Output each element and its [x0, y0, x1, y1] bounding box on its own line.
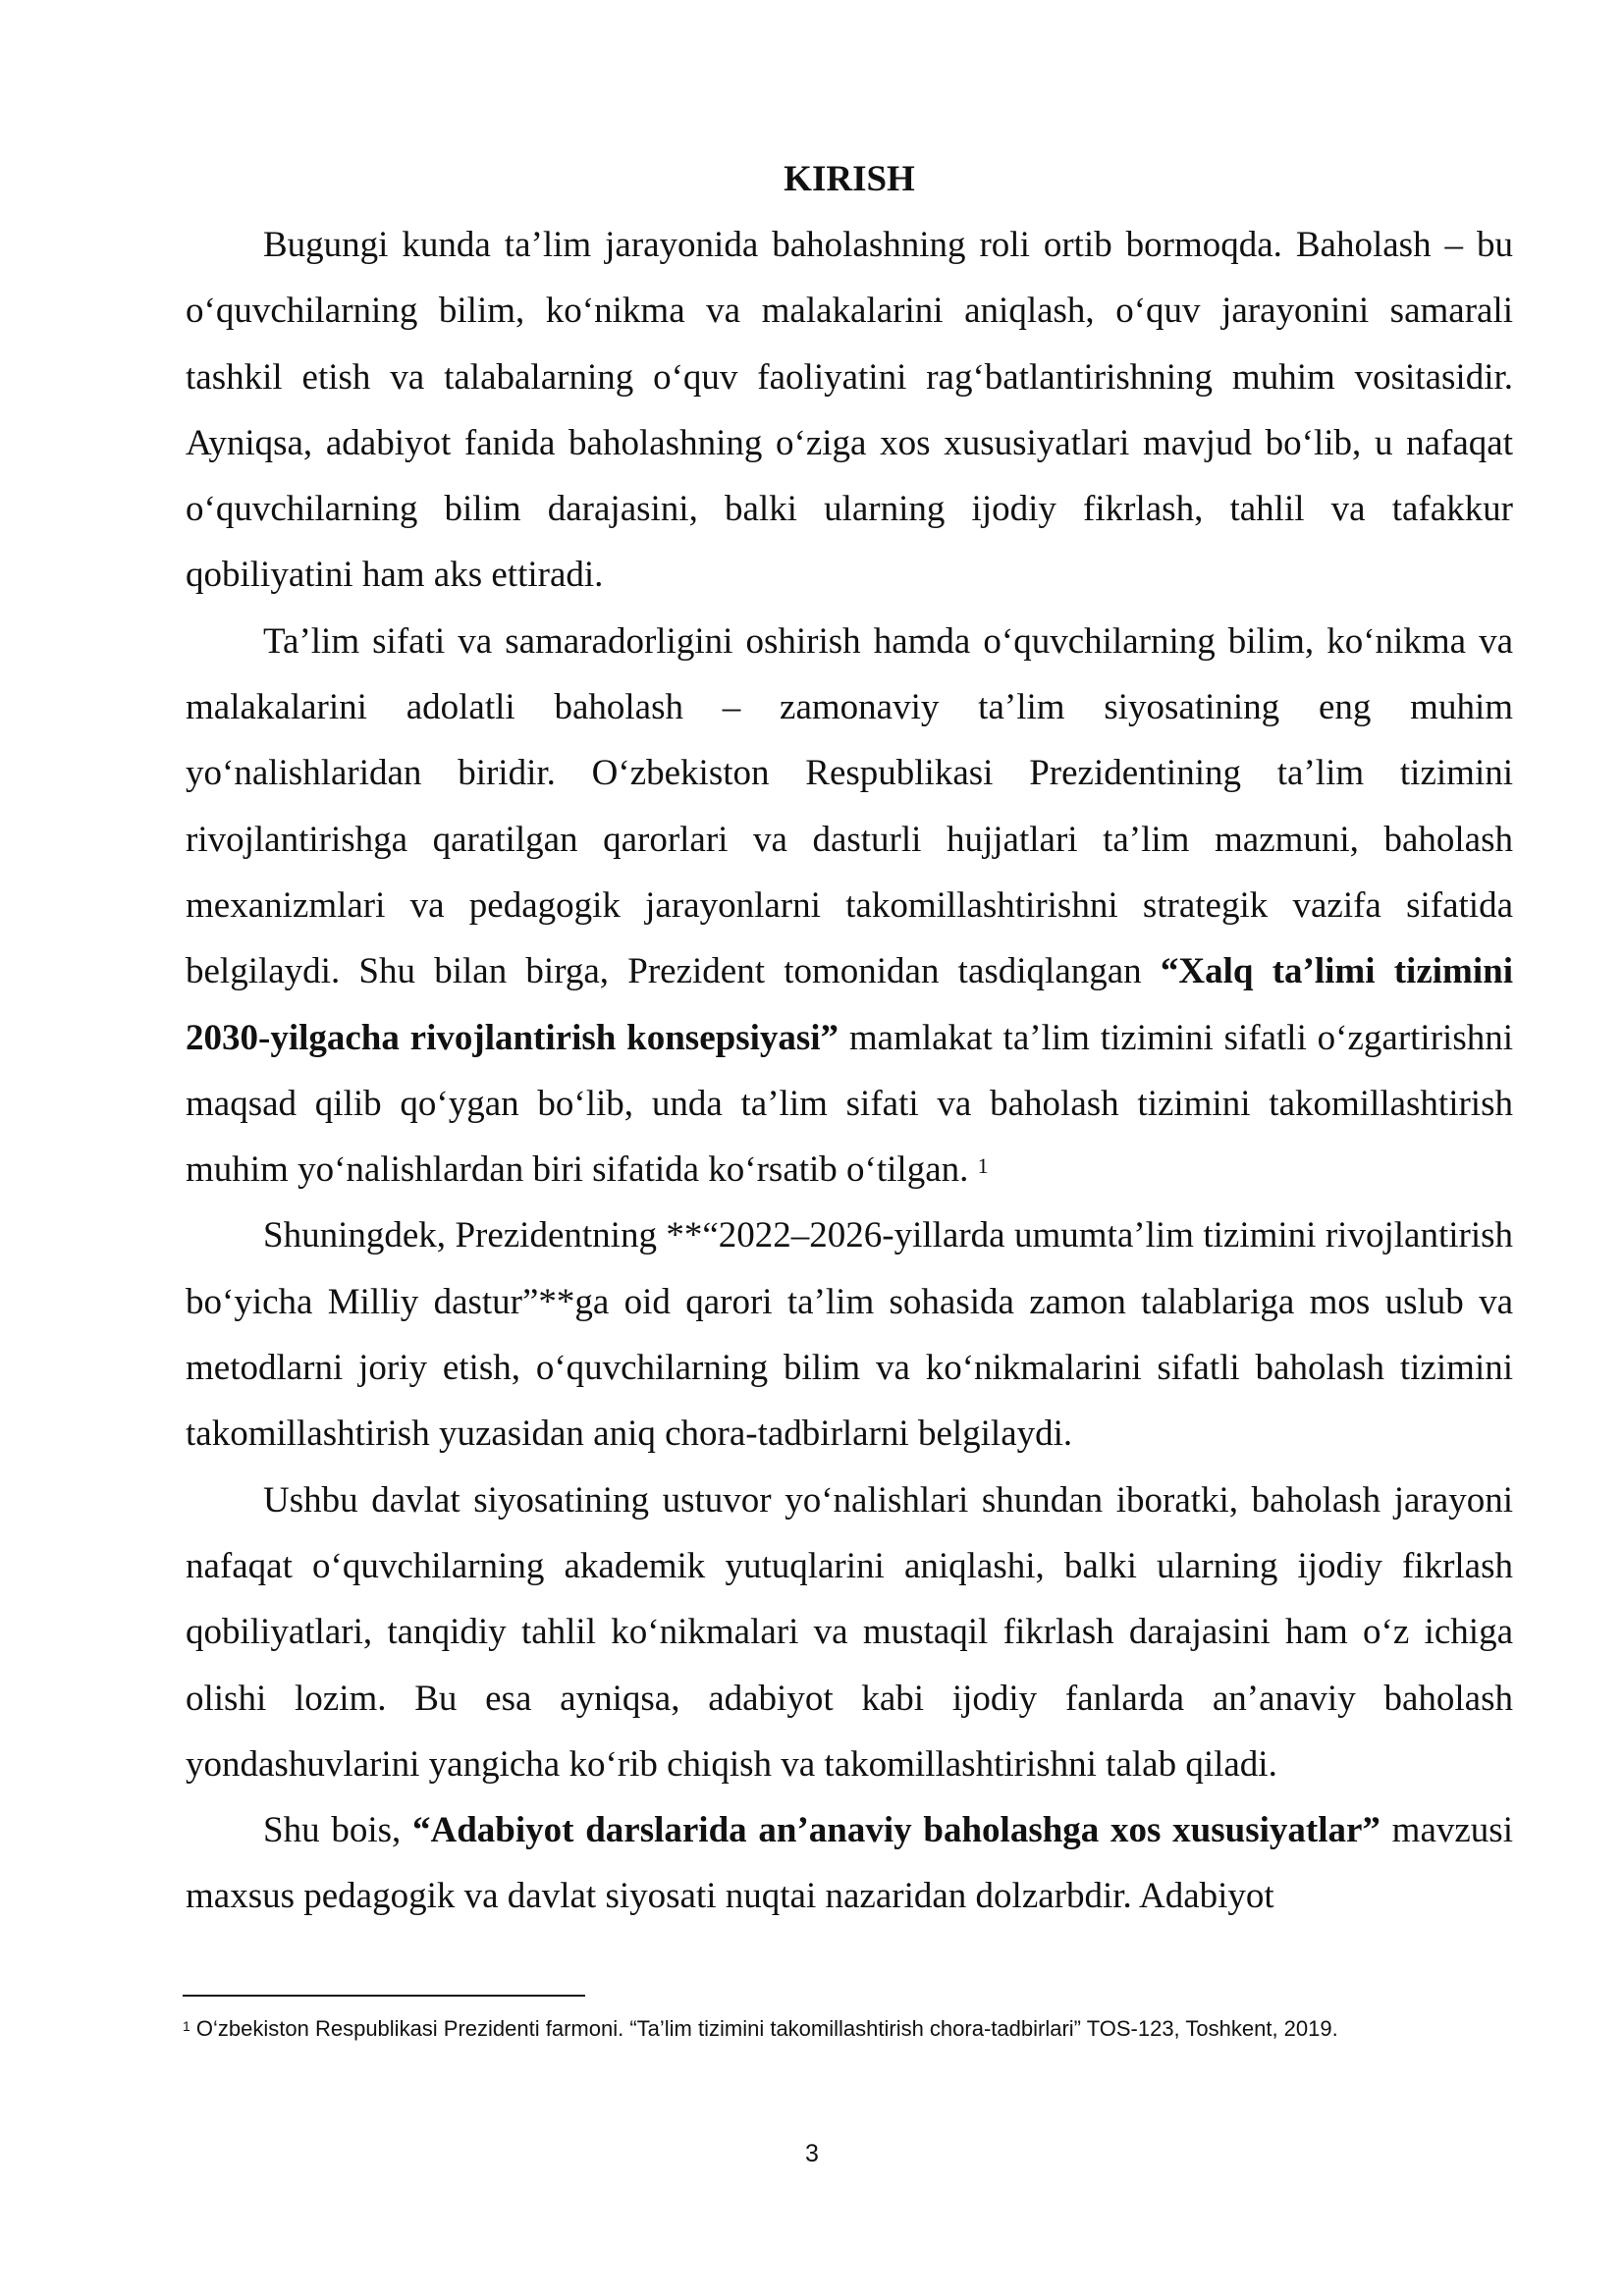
paragraph-2: [186, 609, 1513, 1203]
paragraph-2-text-start: Ta’lim sifati va samaradorligini oshirish hamda o‘quvchilarning bilim, ko‘nikma va malakalarini adolatli baholash – zamonaviy ta’lim siyosatining eng muhim yo‘nalishlaridan biridir. O‘zbekiston Respublikasi Prezidentining ta’lim tizimini rivojlantirishga qaratilgan qarorlari va dasturli hujjatlari ta’lim mazmuni, baholash mexanizmlari va pedagogik jarayonlarni takomillashtirishni strategik vazifa sifatida belgilaydi. Shu bilan birga, Prezident tomonidan tasdiqlangan: [186, 620, 1513, 992]
page-number: 3: [805, 2140, 819, 2167]
body-text: [186, 147, 1513, 1930]
paragraph-2-text-end: mamlakat ta’lim tizimini sifatli o‘zgartirishni maqsad qilib qo‘ygan bo‘lib, unda ta’lim sifati va baholash tizimini takomillashtirish muhim yo‘nalishlardan biri sifatida ko‘rsatib o‘tilgan.: [186, 1017, 1513, 1191]
paragraph-5-text-end: mavzusi maxsus pedagogik va davlat siyosati nuqtai nazaridan dolzarbdir. Adabiyot: [186, 1810, 1513, 1917]
paragraph-4: Ushbu davlat siyosatining ustuvor yo‘nalishlari shundan iboratki, baholash jarayoni nafaqat o‘quvchilarning akademik yutuqlarini aniqlashi, balki ularning ijodiy fikrlash qobiliyatlari, tanqidiy tahlil ko‘nikmalari va mustaqil fikrlash darajasini ham o‘z ichiga olishi lozim. Bu esa ayniqsa, adabiyot kabi ijodiy fanlarda an’anaviy baholash yondashuvlarini yangicha ko‘rib chiqish va takomillashtirishni talab qiladi.: [186, 1479, 1513, 1785]
section-heading: KIRISH: [784, 159, 915, 199]
footnote-text: O‘zbekiston Respublikasi Prezidenti farmoni. “Ta’lim tizimini takomillashtirish chora-tadbirlari” TOS-123, Toshkent, 2019.: [189, 2016, 1338, 2041]
paragraph-3: Shuningdek, Prezidentning **“2022–2026-yillarda umumta’lim tizimini rivojlantirish bo‘yicha Milliy dastur”**ga oid qarori ta’lim sohasida zamon talablariga mos uslub va metodlarni joriy etish, o‘quvchilarning bilim va ko‘nikmalarini sifatli baholash tizimini takomillashtirish yuzasidan aniq chora-tadbirlarni belgilaydi.: [186, 1215, 1513, 1455]
concept-title-bold: “Xalq ta’limi tizimini 2030-yilgacha rivojlantirish konsepsiyasi”: [186, 951, 1513, 1058]
footnote-separator: [183, 1995, 585, 1997]
paragraph-5-text-start: Shu bois,: [263, 1810, 412, 1851]
topic-title-bold: “Adabiyot darslarida an’anaviy baholashga xos xususiyatlar”: [411, 1810, 1380, 1851]
footnote-number: 1: [183, 2018, 190, 2034]
paragraph-5: [186, 1797, 1513, 1930]
footnote: [183, 2012, 1518, 2045]
paragraph-1: Bugungi kunda ta’lim jarayonida baholashning roli ortib bormoqda. Baholash – bu o‘quvchilarning bilim, ko‘nikma va malakalarini aniqlash, o‘quv jarayonini samarali tashkil etish va talabalarning o‘quv faoliyatini rag‘batlantirishning muhim vositasidir. Ayniqsa, adabiyot fanida baholashning o‘ziga xos xususiyatlari mavjud bo‘lib, u nafaqat o‘quvchilarning bilim darajasini, balki ularning ijodiy fikrlash, tahlil va tafakkur qobiliyatini ham aks ettiradi.: [186, 225, 1513, 596]
footnote-reference[interactable]: 1: [977, 1153, 989, 1179]
